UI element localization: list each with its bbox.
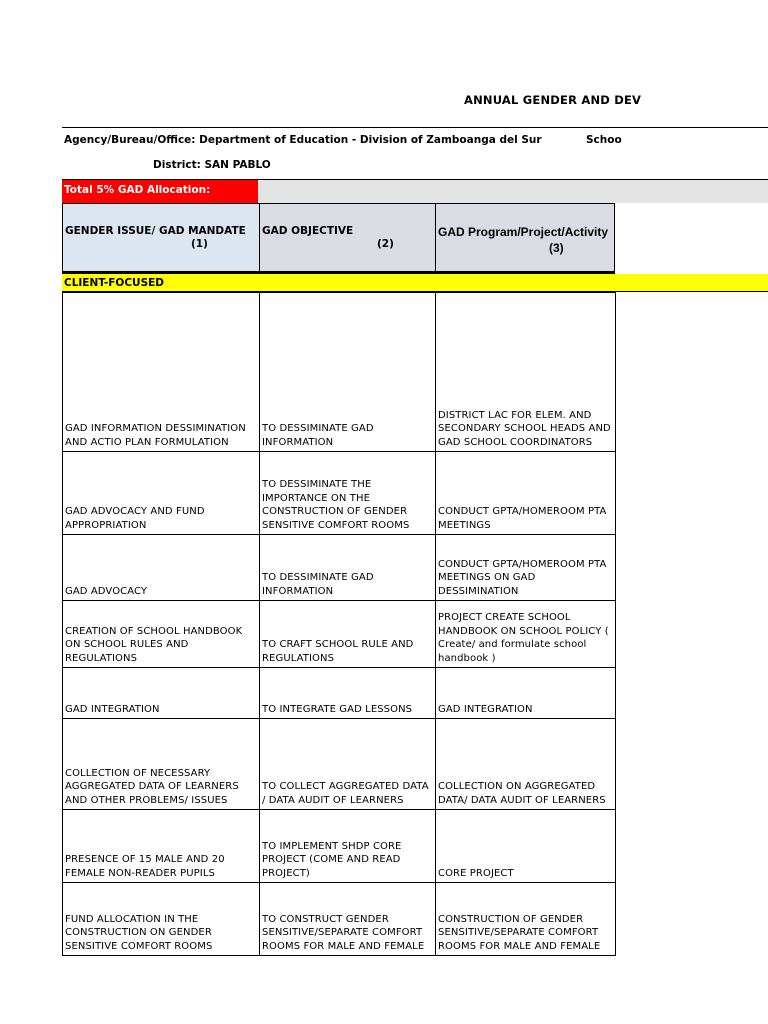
- activity-cell: DISTRICT LAC FOR ELEM. AND SECONDARY SCHOOL HEADS AND GAD SCHOOL COORDINATORS: [436, 293, 616, 452]
- table-row: [63, 668, 616, 719]
- column-header-gender-issue: [62, 203, 259, 272]
- issue-cell: COLLECTION OF NECESSARY AGGREGATED DATA OF LEARNERS AND OTHER PROBLEMS/ ISSUES: [63, 719, 260, 810]
- objective-cell: TO INTEGRATE GAD LESSONS: [260, 668, 436, 719]
- table-row: [63, 293, 616, 452]
- column-header-number: (2): [377, 238, 394, 250]
- activity-cell: CONDUCT GPTA/HOMEROOM PTA MEETINGS: [436, 452, 616, 535]
- activity-cell: COLLECTION ON AGGREGATED DATA/ DATA AUDIT OF LEARNERS: [436, 719, 616, 810]
- activity-cell: CORE PROJECT: [436, 810, 616, 883]
- column-header-gad-objective: [259, 203, 435, 272]
- objective-cell: TO IMPLEMENT SHDP CORE PROJECT (COME AND READ PROJECT): [260, 810, 436, 883]
- activity-cell: GAD INTEGRATION: [436, 668, 616, 719]
- issue-cell: GAD INTEGRATION: [63, 668, 260, 719]
- issue-cell: CREATION OF SCHOOL HANDBOOK ON SCHOOL RULES AND REGULATIONS: [63, 601, 260, 668]
- issue-cell: GAD INFORMATION DESSIMINATION AND ACTIO PLAN FORMULATION: [63, 293, 260, 452]
- activity-cell: CONDUCT GPTA/HOMEROOM PTA MEETINGS ON GAD DESSIMINATION: [436, 535, 616, 601]
- column-header-number: (3): [549, 241, 564, 255]
- table-row: [63, 883, 616, 956]
- objective-cell: TO CRAFT SCHOOL RULE AND REGULATIONS: [260, 601, 436, 668]
- district-label: District: SAN PABLO: [153, 159, 271, 171]
- table-row: [63, 452, 616, 535]
- objective-cell: TO CONSTRUCT GENDER SENSITIVE/SEPARATE COMFORT ROOMS FOR MALE AND FEMALE: [260, 883, 436, 956]
- issue-cell: GAD ADVOCACY: [63, 535, 260, 601]
- objective-cell: TO DESSIMINATE GAD INFORMATION: [260, 535, 436, 601]
- objective-cell: TO COLLECT AGGREGATED DATA / DATA AUDIT OF LEARNERS: [260, 719, 436, 810]
- objective-cell: TO DESSIMINATE GAD INFORMATION: [260, 293, 436, 452]
- school-label: Schoo: [586, 134, 622, 146]
- objective-cell: TO DESSIMINATE THE IMPORTANCE ON THE CONSTRUCTION OF GENDER SENSITIVE COMFORT ROOMS: [260, 452, 436, 535]
- gad-plan-table: [62, 292, 616, 956]
- issue-cell: PRESENCE OF 15 MALE AND 20 FEMALE NON-READER PUPILS: [63, 810, 260, 883]
- agency-label: Agency/Bureau/Office: Department of Education - Division of Zamboanga del Sur: [64, 134, 542, 146]
- document-title: ANNUAL GENDER AND DEV: [464, 93, 642, 107]
- top-rule: [62, 127, 768, 128]
- issue-cell: GAD ADVOCACY AND FUND APPROPRIATION: [63, 452, 260, 535]
- column-header-number: (1): [191, 238, 208, 250]
- section-label-client-focused: CLIENT-FOCUSED: [62, 274, 768, 292]
- column-header-label: GAD OBJECTIVE: [262, 225, 354, 237]
- issue-cell: FUND ALLOCATION IN THE CONSTRUCTION ON GENDER SENSITIVE COMFORT ROOMS: [63, 883, 260, 956]
- table-row: [63, 719, 616, 810]
- table-row: [63, 601, 616, 668]
- table-row: [63, 810, 616, 883]
- total-allocation-value-cell: [258, 180, 768, 203]
- column-header-label: GENDER ISSUE/ GAD MANDATE: [65, 225, 246, 237]
- total-allocation-label: Total 5% GAD Allocation:: [62, 180, 258, 203]
- column-header-label: GAD Program/Project/Activity: [438, 225, 609, 239]
- column-header-gad-program: [435, 203, 615, 272]
- activity-cell: CONSTRUCTION OF GENDER SENSITIVE/SEPARATE COMFORT ROOMS FOR MALE AND FEMALE: [436, 883, 616, 956]
- activity-cell: PROJECT CREATE SCHOOL HANDBOOK ON SCHOOL POLICY ( Create/ and formulate school handbook ): [436, 601, 616, 668]
- table-row: [63, 535, 616, 601]
